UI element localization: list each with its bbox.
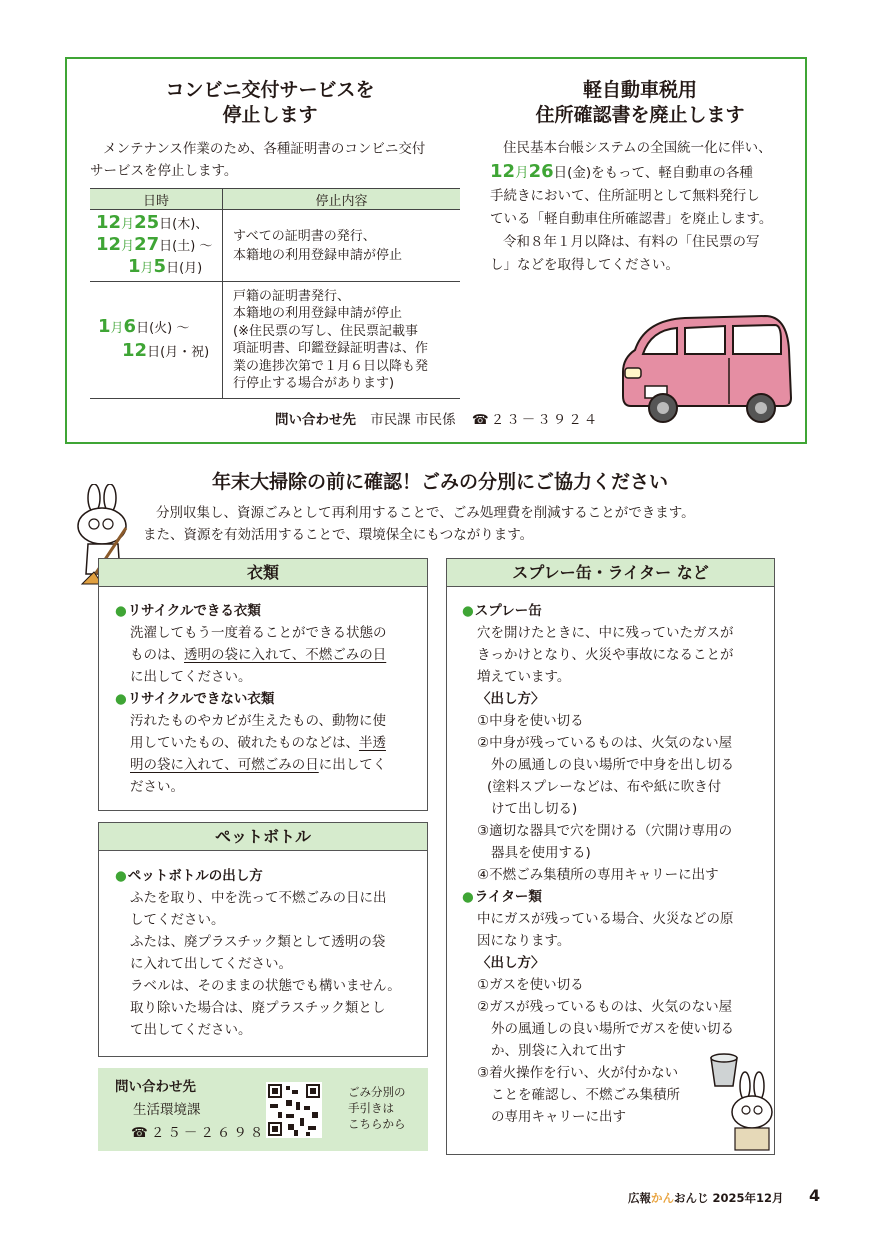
- clothes-heading: 衣類: [98, 558, 428, 587]
- qr-code[interactable]: [266, 1082, 322, 1138]
- pet-heading: ペットボトル: [98, 822, 428, 851]
- keijidosha-title: 軽自動車税用 住所確認書を廃止します: [535, 79, 745, 126]
- konbini-schedule-table: [90, 188, 460, 399]
- clothes-body: ● リサイクルできる衣類 洗濯してもう一度着ることができる状態の ものは、透明の袋に入れて、不燃ごみの日 に出してください。 ● リサイクルできない衣類 汚れたものやカビが生えたもの、動物に使 用していたもの、破れたものなどは、半透 明の袋に入れて、可燃ごみの日に出してく ださい。: [115, 600, 420, 798]
- col-date-header: 日時: [90, 189, 223, 210]
- spray-heading: スプレー缶・ライター など: [446, 558, 775, 587]
- car-illustration: [615, 310, 795, 428]
- qr-note: ごみ分別の 手引きは こちらから: [348, 1085, 406, 1131]
- gomi-contact-text: 問い合わせ先 生活環境課 ☎２５－２６９８: [115, 1079, 267, 1141]
- konbini-contact: 問い合わせ先 市民課 市民係 ☎２３－３９２４: [275, 412, 600, 428]
- page-number: 4: [809, 1186, 821, 1205]
- gomi-intro: 分別収集し、資源ごみとして再利用することで、ごみ処理費を削減することができます。 また、資源を有効活用することで、環境保全にもつながります。: [143, 505, 695, 543]
- konbini-title: コンビニ交付サービスを 停止します: [165, 79, 375, 126]
- keijidosha-body: 住民基本台帳システムの全国統一化に伴い、 12月26日(金)をもって、軽自動車の各種 手続きにおいて、住所証明として無料発行し ている「軽自動車住所確認書」を廃止します。 令和８年１月以降は、有料の「住民票の写 し」などを取得してください。: [490, 140, 773, 273]
- gomi-title: 年末大掃除の前に確認！ごみの分別にご協力ください: [211, 471, 668, 493]
- col-content-header: 停止内容: [223, 189, 461, 210]
- konbini-intro: メンテナンス作業のため、各種証明書のコンビニ交付 サービスを停止します。: [90, 141, 426, 179]
- pet-body: ● ペットボトルの出し方 ふたを取り、中を洗って不燃ごみの日に出 してください。 ふたは、廃プラスチック類として透明の袋 に入れて出してください。 ラベルは、そのままの状態でも構いません。 取り除いた場合は、廃プラスチック類とし て出してください。: [115, 865, 420, 1041]
- rabbit-bucket-illustration: [705, 1046, 775, 1156]
- table-row: 12月25日(木)、 12月27日(土) ～ 1月5日(月) すべての証明書の発行、 本籍地の利用登録申請が停止: [90, 210, 460, 282]
- spray-body: ● スプレー缶 穴を開けたときに、中に残っていたガスが きっかけとなり、火災や事故になることが 増えています。 〈出し方〉 ①中身を使い切る ②中身が残っているものは、火気のない屋 外の風通しの良い場所で中身を出し切る (塗料スプレーなどは、布や紙に吹き付 けて出し切る) ③適切な器具で穴を開ける（穴開け専用の 器具を使用する) ④不燃ごみ集積所の専用キャリーに出す ● ライター類 中にガスが残っている場合、火災などの原 因になります。 〈出し方〉 ①ガスを使い切る ②ガスが残っているものは、火気のない屋 外の風通しの良い場所でガスを使い切る か、別袋に入れて出す ③着火操作を行い、火が付かない ことを確認し、不燃ごみ集積所 の専用キャリーに出す: [462, 600, 767, 1128]
- publication-name: 広報かんおんじ 2025年12月: [628, 1191, 784, 1205]
- table-row: 1月6日(火) ～ 12日(月・祝) 戸籍の証明書発行、 本籍地の利用登録申請が停止 (※住民票の写し、住民票記載事 項証明書、印鑑登録証明書は、作 業の進捗次第で１月６日以降も発 行停止する場合があります): [90, 282, 460, 399]
